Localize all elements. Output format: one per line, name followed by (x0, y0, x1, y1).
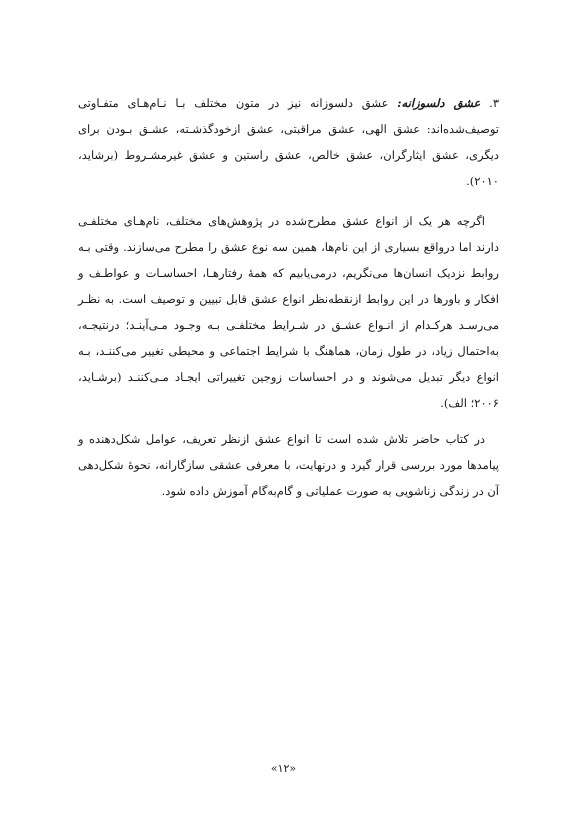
body-paragraph-2: اگرچه هر یک از انواع عشق مطرح‌شده در پژوهش‌های مختلف، نام‌هـای مختلفـی دارند اما درواقع بسیاری از این نام‌ها، همین سه نوع عشق را مطرح می‌سازند. وقتی بـه روابط نزدیک انسان‌ها می‌نگریم، درمی‌یابیم که همهٔ رفتارهـا، احساسـات و عواطـف و افکار و باورها در این روابط ازنقطه‌نظر انواع عشق قابل تبیین و توصیف است. به نظـر می‌رسـد هرکـدام از انـواع عشـق در شـرایط مختلفـی بـه وجـود مـی‌آینـد؛ درنتیجـه، به‌احتمال زیاد، در طول زمان، هماهنگ با شرایط اجتماعی و محیطی تغییر می‌کننـد، بـه انواع دیگر تبدیل می‌شوند و در احساسات زوجین تغییراتی ایجـاد مـی‌کننـد (برشـاید، ۲۰۰۶؛ الف). (78, 214, 499, 410)
body-paragraph-3: در کتاب حاضر تلاش شده است تا انواع عشق ازنظر تعریف، عوامل شکل‌دهنده و پیامدها مورد بررسی قرار گیرد و درنهایت، با معرفی عشقی سازگارانه، نحوهٔ شکل‌دهی آن در زندگی زناشویی به صورت عملیاتی و گام‌به‌گام آموزش داده شود. (78, 432, 499, 498)
list-item-term: عشق دلسوزانه: (397, 96, 481, 110)
page-body (78, 90, 499, 504)
list-item-text: عشق دلسوزانه نیز در متون مختلف بـا نـام‌هـای متفـاوتی توصیف‌شده‌اند: عشق الهی، عشق مراقبتی، عشق ازخودگذشـته، عشـق بـودن برای دیگری، عشق ایثارگران، عشق خالص، عشق راستین و عشق غیرمشـروط (برشاید، ۲۰۱۰). (78, 96, 499, 188)
list-item-compassionate-love (78, 90, 499, 194)
list-item-number: ۳. (489, 96, 500, 110)
page-number: «۱۲» (270, 762, 297, 775)
